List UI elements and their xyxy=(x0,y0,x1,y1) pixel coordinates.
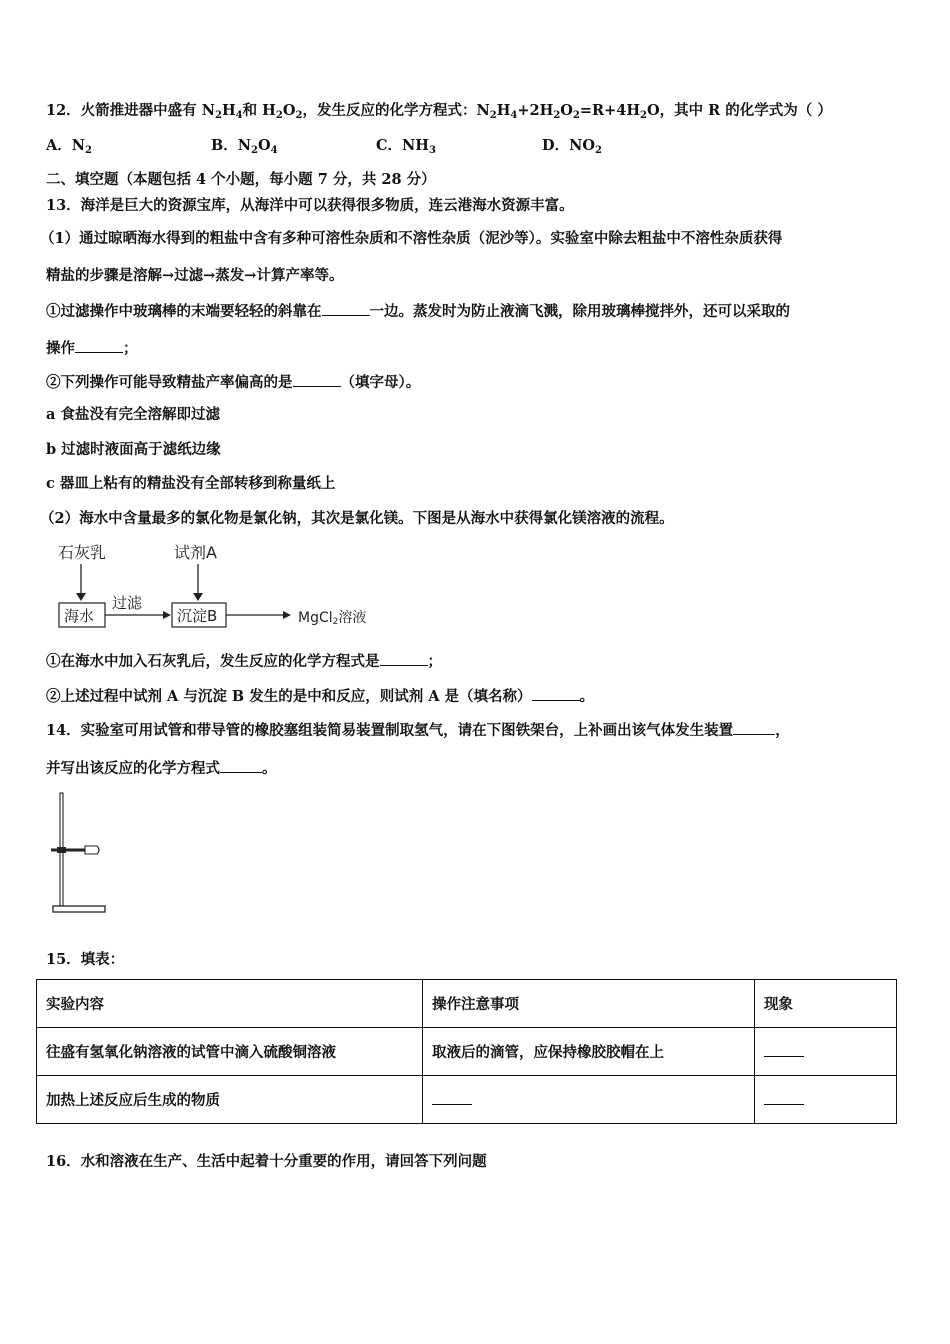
q14-blank-2[interactable] xyxy=(220,758,262,773)
q13-choice-b[interactable]: b 过滤时液面高于滤纸边缘 xyxy=(46,441,221,458)
q13-sub2-text-a: ②下列操作可能导致精盐产率偏高的是 xyxy=(46,374,293,391)
table-row xyxy=(37,1028,897,1076)
flow-arrow-head-3 xyxy=(163,611,171,619)
q12-option-d[interactable]: D．$NO_2$ xyxy=(542,137,602,156)
table-header-row xyxy=(37,980,897,1028)
q13-sub1-line1 xyxy=(46,301,790,322)
flow-arrow-head-4 xyxy=(283,611,291,619)
q13-choice-c[interactable]: c 器皿上粘有的精盐没有全部转移到称量纸上 xyxy=(46,475,336,492)
table-cell-answer[interactable] xyxy=(755,1076,897,1124)
iron-stand-clamp-jaw xyxy=(85,846,99,854)
q13-sub2-blank[interactable] xyxy=(293,372,341,387)
q13-sub4-text-b: 。 xyxy=(579,688,595,705)
q13-sub2-line xyxy=(46,372,420,393)
q13-part2: （2）海水中含量最多的氯化物是氯化钠，其次是氯化镁。下图是从海水中获得氯化镁溶液的流程。 xyxy=(40,510,674,527)
q13-sub1-text-b: 一边。蒸发时为防止液滴飞溅，除用玻璃棒搅拌外，还可以采取的 xyxy=(369,303,790,320)
q12-option-c[interactable]: C．$NH_3$ xyxy=(376,137,436,156)
table-cell: 加热上述反应后生成的物质 xyxy=(37,1076,423,1124)
table-cell: 往盛有氢氧化钠溶液的试管中滴入硫酸铜溶液 xyxy=(37,1028,423,1076)
table-header-cell: 实验内容 xyxy=(37,980,423,1028)
iron-stand-base xyxy=(53,906,105,912)
q14-text-b: ， xyxy=(775,722,790,739)
flow-reagent-label: 试剂A xyxy=(174,543,217,562)
flow-filter-label: 过滤 xyxy=(112,594,143,612)
q14-line2 xyxy=(46,758,277,779)
q13-choice-a[interactable]: a 食盐没有完全溶解即过滤 xyxy=(46,406,220,423)
q16-stem: 16．水和溶液在生产、生活中起着十分重要的作用，请回答下列问题 xyxy=(46,1153,487,1170)
q14-blank-1[interactable] xyxy=(733,720,775,735)
q13-sub4-blank[interactable] xyxy=(532,686,580,701)
q13-sub1-line2 xyxy=(46,338,138,359)
q13-sub4-line xyxy=(46,686,594,707)
q15-blank-3[interactable] xyxy=(764,1090,804,1105)
q13-sub2-text-b: （填字母）。 xyxy=(340,374,421,391)
q13-sub1-blank-2[interactable] xyxy=(75,338,123,353)
table-cell-answer[interactable] xyxy=(423,1076,755,1124)
q13-sub1-text-a: ①过滤操作中玻璃棒的末端要轻轻的斜靠在 xyxy=(46,303,322,320)
q15-title: 15．填表： xyxy=(46,951,125,968)
iron-stand-clamp-joint xyxy=(57,847,66,853)
q13-sub1-blank-1[interactable] xyxy=(322,301,370,316)
q14-text-a: 14．实验室可用试管和带导管的橡胶塞组装简易装置制取氢气，请在下图铁架台，上补画出该气体发生装置 xyxy=(46,722,734,739)
q13-sub3-text-a: ①在海水中加入石灰乳后，发生反应的化学方程式是 xyxy=(46,653,380,670)
q13-sub1-text-d: ； xyxy=(123,340,138,357)
q14-text-d: 。 xyxy=(262,760,277,777)
q14-text-c: 并写出该反应的化学方程式 xyxy=(46,760,220,777)
section-title: 二、填空题（本题包括 4 个小题，每小题 7 分，共 28 分） xyxy=(46,171,436,188)
flow-seawater-label: 海水 xyxy=(64,607,95,625)
flow-lime-label: 石灰乳 xyxy=(58,543,107,562)
q15-table xyxy=(36,979,897,1124)
table-cell: 取液后的滴管，应保持橡胶胶帽在上 xyxy=(423,1028,755,1076)
q13-sub3-text-b: ； xyxy=(427,653,442,670)
q15-blank-1[interactable] xyxy=(764,1042,804,1057)
q14-line1 xyxy=(46,720,790,741)
q15-blank-2[interactable] xyxy=(432,1090,472,1105)
q12-stem: 12．火箭推进器中盛有 $N_2H_4$和 $H_2O_2$，发生反应的化学方程式：$N_2H_4+2H_2O_2=R+4H_2O$，其中 R 的化学式为（ ） xyxy=(46,102,832,121)
table-header-cell: 现象 xyxy=(755,980,897,1028)
q13-sub4-text-a: ②上述过程中试剂 A 与沉淀 B 发生的是中和反应，则试剂 A 是（填名称） xyxy=(46,688,532,705)
q13-sub3-line xyxy=(46,651,442,672)
table-header-cell: 操作注意事项 xyxy=(423,980,755,1028)
mgcl2-flow-diagram xyxy=(50,538,390,638)
iron-stand-drawing xyxy=(45,790,115,920)
flow-arrow-head-2 xyxy=(193,593,203,601)
flow-arrow-head-1 xyxy=(76,593,86,601)
q13-part1-line2: 精盐的步骤是溶解→过滤→蒸发→计算产率等。 xyxy=(46,267,344,284)
q13-sub1-text-c: 操作 xyxy=(46,340,75,357)
table-cell-answer[interactable] xyxy=(755,1028,897,1076)
table-row xyxy=(37,1076,897,1124)
q13-part1-line1: （1）通过晾晒海水得到的粗盐中含有多种可溶性杂质和不溶性杂质（泥沙等）。实验室中除去粗盐中不溶性杂质获得 xyxy=(40,230,783,247)
flow-product-label: MgCl2溶液 xyxy=(298,610,367,627)
q12-option-b[interactable]: B．$N_2O_4$ xyxy=(211,137,278,156)
q12-option-a[interactable]: A．$N_2$ xyxy=(46,137,92,156)
q13-stem: 13．海洋是巨大的资源宝库，从海洋中可以获得很多物质，连云港海水资源丰富。 xyxy=(46,197,574,214)
q13-sub3-blank[interactable] xyxy=(380,651,428,666)
flow-precipitate-label: 沉淀B xyxy=(177,607,218,625)
